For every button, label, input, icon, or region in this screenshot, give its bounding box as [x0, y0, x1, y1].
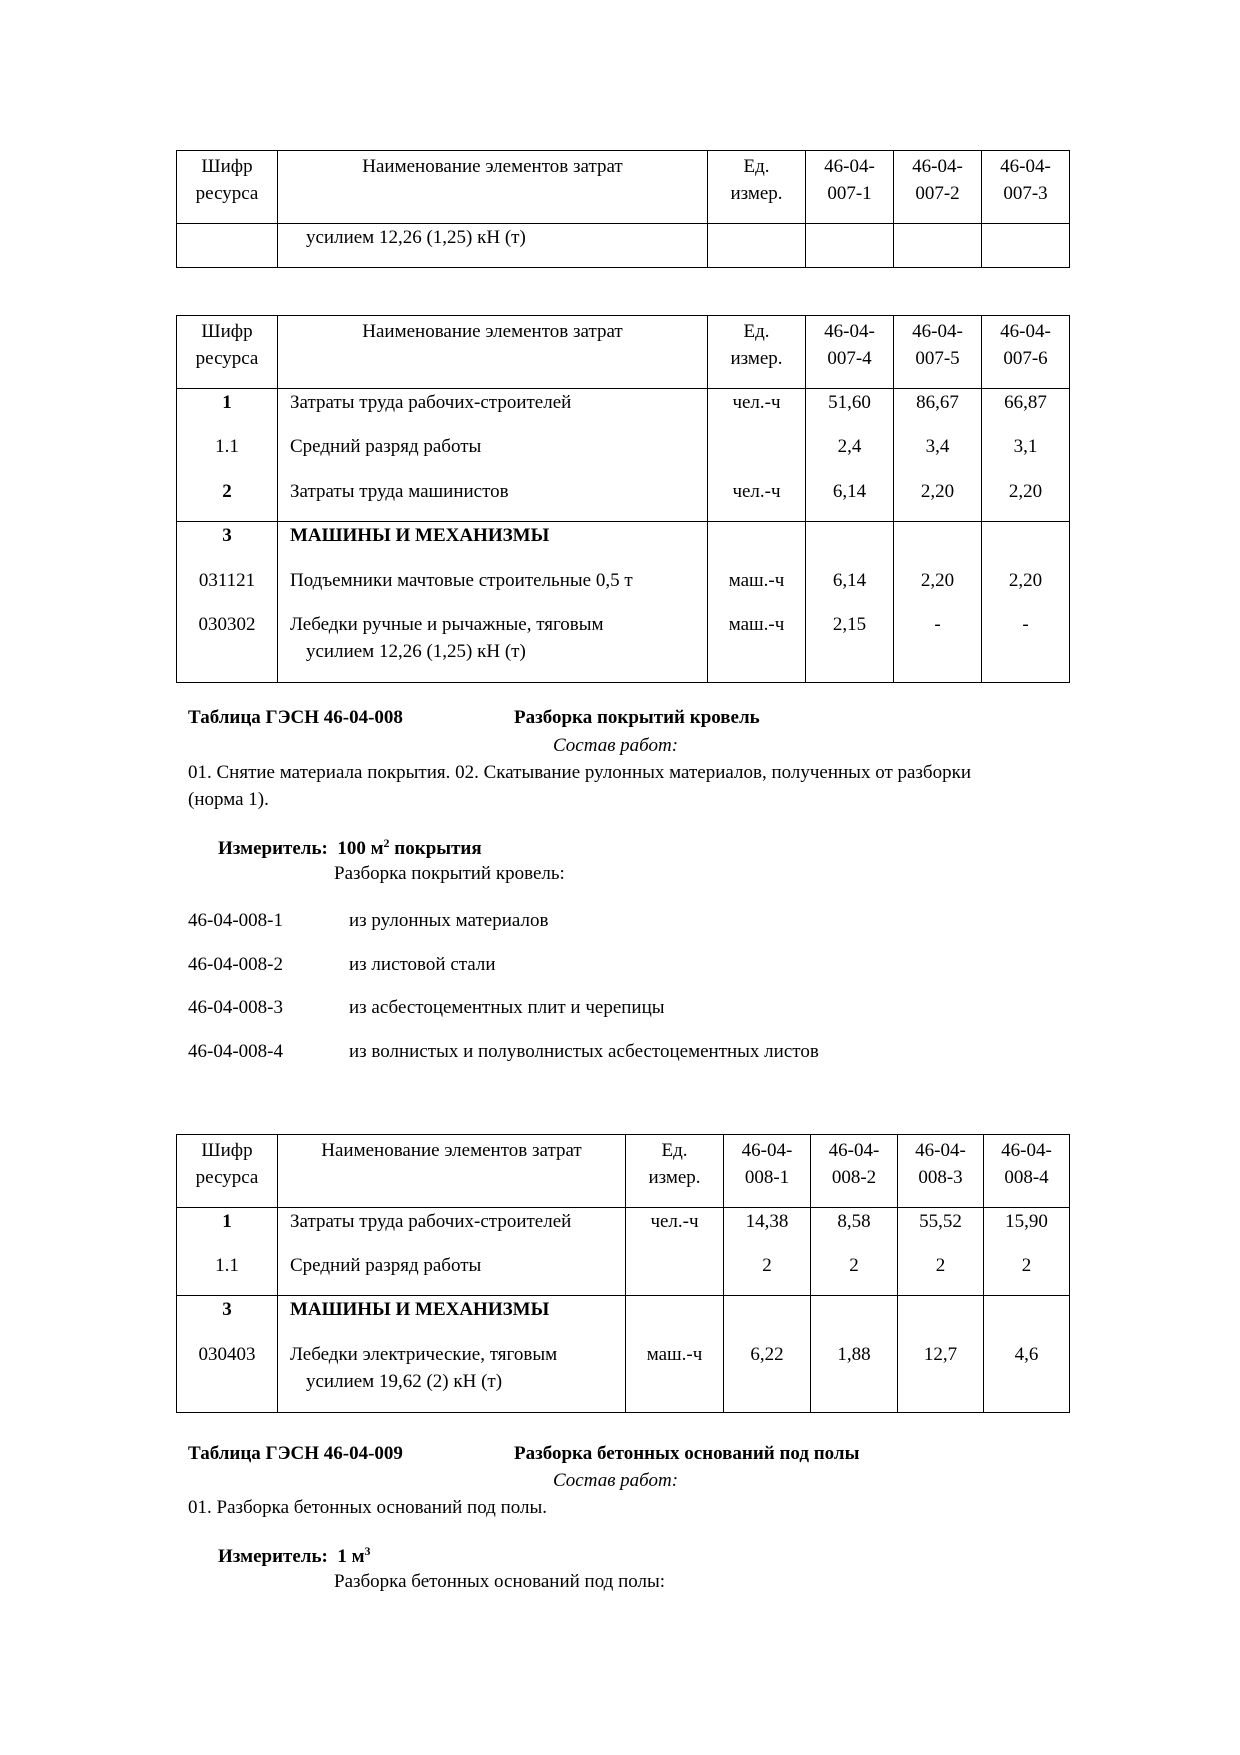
header-unit: Ед. измер. [708, 316, 806, 389]
cell-value: 6,14 [806, 567, 894, 611]
cell-unit: маш.-ч [708, 567, 806, 611]
item-text: из волнистых и полуволнистых асбестоцементных листов [349, 1041, 819, 1062]
cell-value: 2,20 [894, 567, 982, 611]
header-col: 46-04- 008-4 [984, 1135, 1070, 1208]
table-row [177, 567, 1070, 611]
table-row [177, 1341, 1070, 1413]
measure-008 [218, 836, 482, 860]
cell-unit: маш.-ч [708, 611, 806, 683]
cell-code: 1 [177, 1208, 278, 1252]
header-name: Наименование элементов затрат [278, 151, 708, 224]
cell-code: 2 [177, 478, 278, 522]
cell-unit: чел.-ч [708, 478, 806, 522]
item-text: из асбестоцементных плит и черепицы [349, 997, 665, 1018]
cell-value: 6,22 [724, 1341, 811, 1413]
table-row [177, 1296, 1070, 1341]
table-46-04-007-cont [176, 150, 1070, 268]
header-col: 46-04- 007-6 [982, 316, 1070, 389]
measure-009 [218, 1544, 371, 1568]
cell-value: 4,6 [984, 1341, 1070, 1413]
header-unit: Ед. измер. [708, 151, 806, 224]
cell-value: 2,20 [894, 478, 982, 522]
cell-value: 15,90 [984, 1208, 1070, 1252]
cell-code: 030403 [177, 1341, 278, 1413]
cell-value: 55,52 [898, 1208, 984, 1252]
cell-code: 031121 [177, 567, 278, 611]
cell-value: 51,60 [806, 389, 894, 433]
header-code: Шифр ресурса [177, 151, 278, 224]
table-header-row [177, 151, 1070, 224]
cell-code: 030302 [177, 611, 278, 683]
header-name: Наименование элементов затрат [278, 1135, 626, 1208]
table-row [177, 1208, 1070, 1252]
work-text-008-line2: (норма 1). [188, 789, 269, 810]
measure-sup: 2 [383, 836, 390, 850]
header-col: 46-04- 008-2 [811, 1135, 898, 1208]
section-title-009: Разборка бетонных оснований под полы [514, 1443, 860, 1464]
cell-value: 2 [984, 1252, 1070, 1296]
cell-value: 8,58 [811, 1208, 898, 1252]
cell-unit: чел.-ч [626, 1208, 724, 1252]
work-label-009: Состав работ: [553, 1470, 679, 1491]
cell-value: 66,87 [982, 389, 1070, 433]
header-col: 46-04- 008-1 [724, 1135, 811, 1208]
header-col: 46-04- 007-1 [806, 151, 894, 224]
subtitle-009: Разборка бетонных оснований под полы: [334, 1571, 666, 1592]
work-text-009: 01. Разборка бетонных оснований под полы. [188, 1497, 547, 1518]
measure-label: Измеритель: [218, 838, 328, 859]
measure-sup: 3 [364, 1544, 371, 1558]
header-col: 46-04- 007-3 [982, 151, 1070, 224]
table-label-009: Таблица ГЭСН 46-04-009 [188, 1443, 403, 1464]
measure-suffix: покрытия [389, 838, 482, 859]
cell-name: Лебедки электрические, тяговым усилием 19,62 (2) кН (т) [278, 1341, 626, 1413]
item-code: 46-04-008-1 [188, 910, 283, 931]
item-code: 46-04-008-4 [188, 1041, 283, 1062]
section-title-008: Разборка покрытий кровель [514, 707, 760, 728]
cell-value: - [894, 611, 982, 683]
header-col: 46-04- 007-5 [894, 316, 982, 389]
cell-value: 2,15 [806, 611, 894, 683]
cell-value: 2 [898, 1252, 984, 1296]
item-code: 46-04-008-3 [188, 997, 283, 1018]
header-col: 46-04- 007-2 [894, 151, 982, 224]
cell-name: Подъемники мачтовые строительные 0,5 т [278, 567, 708, 611]
item-text: из листовой стали [349, 954, 496, 975]
header-col: 46-04- 007-4 [806, 316, 894, 389]
table-label-008: Таблица ГЭСН 46-04-008 [188, 707, 403, 728]
cell-unit [708, 433, 806, 478]
cell-name: МАШИНЫ И МЕХАНИЗМЫ [278, 522, 708, 567]
measure-value: 1 м [337, 1546, 365, 1567]
cell-value: 14,38 [724, 1208, 811, 1252]
cell-value: 1,88 [811, 1341, 898, 1413]
cell-value: 2,20 [982, 478, 1070, 522]
table-46-04-007 [176, 315, 1070, 683]
cell-value: 2,4 [806, 433, 894, 478]
cell-code: 3 [177, 1296, 278, 1341]
cell-name: МАШИНЫ И МЕХАНИЗМЫ [278, 1296, 626, 1341]
cell-name: Затраты труда рабочих-строителей [278, 1208, 626, 1252]
table-46-04-008 [176, 1134, 1070, 1413]
cell-name: Затраты труда рабочих-строителей [278, 389, 708, 433]
table-row [177, 224, 1070, 268]
cell-name: Затраты труда машинистов [278, 478, 708, 522]
work-label-008: Состав работ: [553, 735, 679, 756]
measure-value: 100 м [337, 838, 384, 859]
table-header-row [177, 1135, 1070, 1208]
cell-value: 3,1 [982, 433, 1070, 478]
table-header-row [177, 316, 1070, 389]
header-name: Наименование элементов затрат [278, 316, 708, 389]
measure-label: Измеритель: [218, 1546, 328, 1567]
cell-name: Средний разряд работы [278, 1252, 626, 1296]
table-row [177, 433, 1070, 478]
subtitle-008: Разборка покрытий кровель: [334, 863, 565, 884]
table-row [177, 611, 1070, 683]
cell-code: 1.1 [177, 1252, 278, 1296]
header-code: Шифр ресурса [177, 1135, 278, 1208]
cell-value: 2,20 [982, 567, 1070, 611]
cell-unit: маш.-ч [626, 1341, 724, 1413]
cell-name: Лебедки ручные и рычажные, тяговым усилием 12,26 (1,25) кН (т) [278, 611, 708, 683]
cell-value: 6,14 [806, 478, 894, 522]
cell-unit [626, 1252, 724, 1296]
item-text: из рулонных материалов [349, 910, 549, 931]
table-row [177, 1252, 1070, 1296]
item-code: 46-04-008-2 [188, 954, 283, 975]
cell-code: 1.1 [177, 433, 278, 478]
header-code: Шифр ресурса [177, 316, 278, 389]
cell-name: усилием 12,26 (1,25) кН (т) [306, 227, 526, 248]
cell-unit: чел.-ч [708, 389, 806, 433]
header-col: 46-04- 008-3 [898, 1135, 984, 1208]
cell-name: Средний разряд работы [278, 433, 708, 478]
cell-value: 12,7 [898, 1341, 984, 1413]
work-text-008-line1: 01. Снятие материала покрытия. 02. Скатывание рулонных материалов, полученных от разборки [188, 762, 971, 783]
cell-value: 3,4 [894, 433, 982, 478]
cell-value: 86,67 [894, 389, 982, 433]
table-row [177, 522, 1070, 567]
table-row [177, 389, 1070, 433]
cell-value: 2 [724, 1252, 811, 1296]
cell-code: 1 [177, 389, 278, 433]
cell-code: 3 [177, 522, 278, 567]
header-unit: Ед. измер. [626, 1135, 724, 1208]
cell-value: 2 [811, 1252, 898, 1296]
table-row [177, 478, 1070, 522]
cell-value: - [982, 611, 1070, 683]
